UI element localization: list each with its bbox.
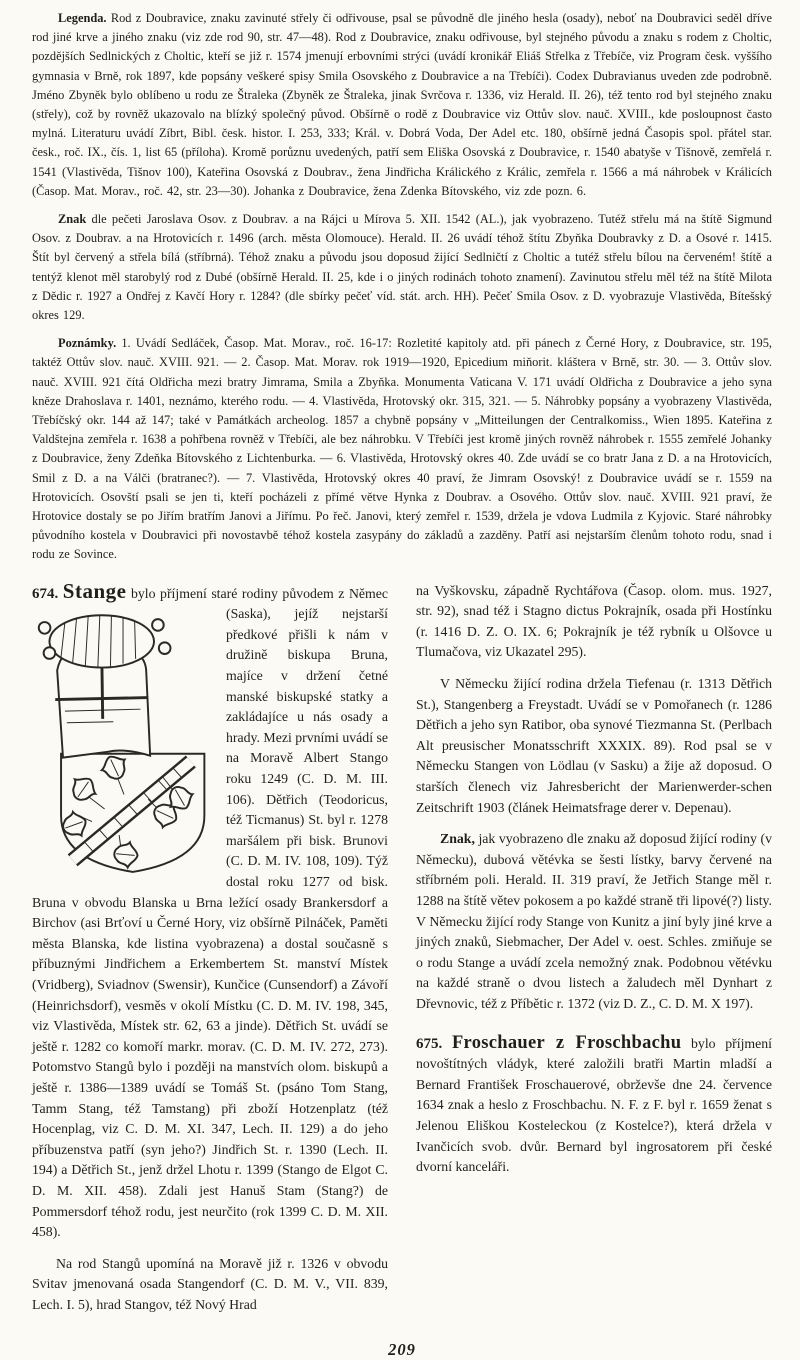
legenda-label: Legenda. [58, 11, 107, 25]
section-legenda [32, 9, 772, 201]
two-column-block [32, 578, 773, 1327]
section-poznamky [32, 334, 772, 564]
section-znak [32, 210, 772, 325]
entry-674-znak-text: jak vyobrazeno dle znaku až doposud žijící rodiny (v Německu), dubová větévka se šesti lístky, barvy červené na stříbrném poli. Herald. II. 319 praví, že Jetřich Stange měl r. 1288 na štítě větev pokosem a po každé straně tři lipové(?) listy. V Německu žijící rody Stange von Kunitz a jiní byly jiné krve a jiných znaků, Siebmacher, Der Adel v. oest. Schles. zmiňuje se o rodu Stange a uvádí zcela nemožný znak. Podobnou větévku na každé straně o dvou listech a žaludech měl Dynhart z Dřevnovic, též z Příbětic r. 1372 (viz D. Z., C. D. M. X 197). [416, 831, 772, 1011]
entry-674-paragraph2: Na rod Stangů upomíná na Moravě již r. 1326 v obvodu Svitav jmenovaná osada Stangendorf (C. D. M. V., VII. 839, Lech. I. 5), hrad Stangov, též Nový Hrad [32, 1255, 388, 1312]
right-column [416, 581, 772, 1327]
entry-674-intro: bylo příjmení staré rodiny původem z [131, 585, 345, 601]
entry-675 [416, 1033, 772, 1178]
entry-674-number: 674. [32, 585, 59, 602]
entry-674-body: Němec (Saska), jejíž nejstarší předkové přišli k nám v družině biskupa Bruna, majíce v držení četné manské biskupské statky a zakládajíce u nás osady a hrady. Mezi prvními uvádí se na Moravě Albert Stango roku 1249 (C. D. M. III. 106). Dětřich (Teodoricus, též Ticmanus) St. byl r. 1278 maršálem při bisk. Brunovi (C. D. M. IV. 108, 109). Týž dostal roku 1277 od bisk. Bruna v obvodu Blanska u Brna ležící osady Brankersdorf a Birchov (asi Brťoví u Černé Hory, viz obšírně Pilnáček, Paměti města Blanska, kde listina vyobrazena) a dostal současně s příbuznými Jindřichem a Erkembertem St. manství Místek (Vridberg), Sviadnov (Swensir), Kunčice (Cunsendorf) a Závoří (Heinrichsdorf), vesměs v okolí Místku (C. D. M. IV. 198, 345, viz Vlastivěda, Místek str. 62, 63 a jinde). Dětřich St. uvádí se ještě r. 1282 co komoří markr. morav. (C. D. M. IV. 272, 273). Potomstvo Stangů bylo i později na manstvích olom. biskupů a ještě r. 1386—1389 uvádí se Tomáš St. (psáno Tom Stang, Tamm Stang, též Tamstang) při zboží Hotzenplatz (též Hocenplag, viz C. D. M. XI. 347, Lech. II. 129) a do jeho příbuzenstva patří (syn jeho?) Jindřich St. r. 1390 (Lech. II. 194) a Dětřich St., jenž držel Lhotu r. 1399 (Stango de Elgot C. D. M. XII. 458). Zdali jest Hanuš Stam (Stang?) de Pommersdorf téhož rodu, jest neurčito (rok 1399 C. D. M. XII. 458). [32, 585, 389, 1240]
left-column [32, 578, 389, 1327]
legenda-text: Rod z Doubravice, znaku zavinuté střely či odřivouse, psal se původně dle jiného hesla (osady), neboť na Doubravici seděl dříve rod jiné krve a jiného znaku (viz zde rod 90, str. 47—48). Rod z Doubravice, znaku odřivouse, byl stejného původu a znaku s rodem z Choltic, pozdějších Sedlnických z Choltic, kteří se již r. 1574 jmenují erbovními strýci (uvádí kronikář Eliáš Střelka z Třebíče, viz Program česk. vyššího gymnasia v Brně, rok 1897, kde popsány veškeré spisy Smila Osovského z Doubravice a na Třebíči). Codex Dubravianus uveden zde podrobně. Jméno Zbyněk bylo oblíbeno u rodu ze Štraleka (Zbyněk ze Štraleka, jinak Svrčova r. 1336, viz Herald. II. 26), též tento rod byl stejného znaku (střely), což by rovněž ukazovalo na blízký společný původ. Obšírně o rodě z Doubravice viz Ottův slov. nauč. XVIII., kde posloupnost často mylná. Literaturu uvádí Zíbrt, Bibl. česk. histor. I. 253, 333; Král. v. Dobrá Voda, Der Adel etc. 180, obšírně jedná Časopis spol. přátel star. česk., roč. IX., čís. 1, list 65 (příloha). Kromě porůznu uvedených, patří sem Eliška Osovská z Doubravice, r. 1540 abatyše v Tišnově, zemřelá r. 1541 (Vlastivěda, Tišnov 100), Kateřina Osovská z Doubrav., žena Jindřicha Králického z Králic, zemřela r. 1566 a má náhrobek v Králicích (Časop. Mat. Morav., roč. 42, str. 23—30). Johanka z Doubravice, žena Zdenka Bítovského, viz zde pozn. 6. [32, 11, 772, 198]
entry-674-znak-label: Znak, [440, 831, 475, 847]
znak-label: Znak [58, 212, 87, 227]
entry-674-continuation: na Vyškovsku, západně Rychtářova (Časop. olom. mus. 1927, str. 92), snad též i Stagno dictus Pokrajník, osada při Hostínku (r. 1416 D. Z. O. IX. 6; Pokrajník je též rybník u Olšovce u Tlumačova, viz Ukazatel 295). [416, 582, 772, 660]
poznamky-label: Poznámky. [58, 336, 117, 351]
stange-coat-of-arms-illustration [32, 610, 216, 882]
entry-674-paragraph3: V Německu žijící rodina držela Tiefenau (r. 1313 Dětřich St.), Stangenberg a Freystadt. Uvádí se v Pomořanech (r. 1286 Dětřich a jeho syn Ratibor, oba synové Tiezmanna St. (Perlbach Alt preusischer Monatsschrift XXXIX. 89). Rod psal se v Německu Stangen von Lödlau (v Sasku) a žije až doposud. O starších členech viz Jahresbericht der Marienwerder-schen Zeitschrift 1903 (článek Heimatsfrage derer v. Depenau). [416, 676, 772, 815]
entry-675-name: Froschauer z Froschbachu [451, 1032, 682, 1053]
entry-674-name: Stange [62, 578, 127, 603]
entry-675-body: bylo příjmení novoštítných vládyk, které založili bratři Martin mladší a Bernard František Froschauerové, obrževše dne 24. července 1634 znak a heslo z Froschbachu. N. F. z F. byl r. 1659 ženat s Jelenou Eliškou Kosteleckou (z Kostelce?), která držela v Ivančicích svob. dvůr. Bernard byl ingrosatorem při české dvorní kanceláři. [416, 1035, 773, 1175]
entry-675-number: 675. [416, 1035, 443, 1052]
poznamky-text: 1. Uvádí Sedláček, Časop. Mat. Morav., roč. 16-17: Rozletité kapitoly atd. při pánech z Černé Hory, z Doubravice, str. 195, taktéž Ottův slov. nauč. XVIII. 921. — 2. Časop. Mat. Morav. rok 1919—1920, Epicedium miňorit. kláštera v Brně, str. 30. — 3. Ottův slov. nauč. XVIII. 921 čítá Oldřicha mezi bratry Jimrama, Smila a Zbyňka. Monumenta Vaticana V. 171 uvádí Oldřicha z Doubravice a jeho syna kněze Drahoslava r. 1401, neznámo, kterého rodu. — 4. Vlastivěda, Hrotovský okr. 315, 321. — 5. Náhrobky popsány a vyobrazeny Vlastivěda, Třebíčský okr. 144 až 147; také v Památkách archeolog. 1857 a chybně popsány v „Mitteilungen der Centralkomiss., Wien 1895. Kateřina z Valdštejna zemřela r. 1638 a pohřbena rovněž v Třebíči, ale bez náhrobku. V Třebíči jest kromě jiných rovněž náhrobek r. 1555 zemřelé Johanky z Doubravice, ženy Zdeňka Bítovského z Lichtenburka. — 6. Vlastivěda, Hrotovský okres 40. Zde uvádí se co bratr Jana z D. a na Hrotovicích, Smil z D. a na Válči (bratranec?). — 7. Vlastivěda, Hrotovský okres 40 praví, že Jimram Osovský! z Doubravice uvádí se r. 1559 na Hrotovicích. Osovští psali se jen ti, kteří pocházeli z přímé větve Hynka z Doubrav. a Osového. Ottův slov. nauč. XVIII. 921 praví, že Hrotovice dostaly se po Jiřím bratřím Janovi a Jiřímu. Po řeč. Janovi, který zemřel r. 1539, držela je vdova Ludmila z Kyjovic. Staré náhrobky původního kostela v Doubravici při novostavbě téhož kostela zasypány do základů a zazděny. Patří asi nejstarším členům tohoto rodu, snad i rodu ze Sovince. [32, 336, 773, 562]
znak-text: dle pečeti Jaroslava Osov. z Doubrav. a na Rájci u Mírova 5. XII. 1542 (AL.), jak vyobrazeno. Tutéž střelu má na štítě Sigmund Osov. z Doubrav. a na Hrotovicích r. 1496 (arch. města Olomouce). Herald. II. 26 uvádí téhož štítu Zbyňka Doubravky z D. a Osové r. 1415. Štít byl červený a střela bílá (stříbrná). Téhož znaku a původu jsou doposud žijící Sedlničtí z Choltic a tutéž střelu bílou na červeném! štítě a tentýž klenot měl starobylý rod z Dubé (obšírně Herald. II. 25, kde i o jiných rodinách tohoto znamení). Zavinutou střelu měl též na štítě Milota z Dědic r. 1927 a Ondřej z Kavčí Hory r. 1284? (dle sbírky pečeť víd. stát. arch. HH). Pečeť Smila Osov. z D. vyobrazuje Vlastivěda, Bítešský okres 129. [32, 212, 772, 323]
entry-674 [32, 578, 389, 1243]
page-number: 209 [388, 1340, 416, 1360]
entry-674-znak-paragraph [416, 829, 772, 1014]
